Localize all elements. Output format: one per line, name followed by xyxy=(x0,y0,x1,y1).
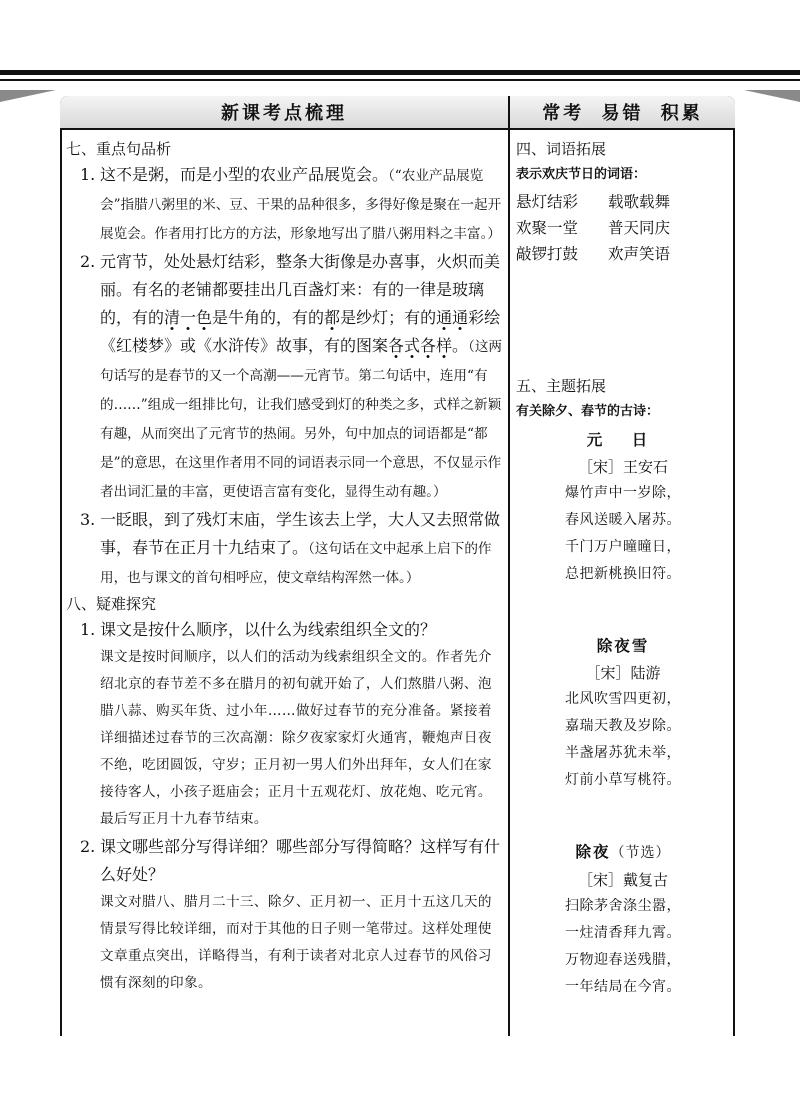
left-column xyxy=(66,137,504,997)
sentence-body: 这不是粥，而是小型的农业产品展览会。 xyxy=(100,165,389,184)
top-rule-thick xyxy=(0,70,800,75)
dotted-word xyxy=(388,336,452,355)
poem-yuanri xyxy=(516,426,730,588)
poem-chuyexue xyxy=(516,632,730,794)
word-item: 敲锣打鼓 xyxy=(516,245,579,263)
word-item: 欢聚一堂 xyxy=(516,219,579,237)
poem-line: 春风送暖入屠苏。 xyxy=(565,512,681,528)
sentence-body: 一眨眼，到了残灯末庙，学生该去上学，大人又去照常做事，春节在正月十九结束了。 xyxy=(100,510,501,557)
section-5-subtitle: 有关除夕、春节的古诗： xyxy=(516,404,660,419)
dotted-word-text: 通通 xyxy=(436,308,468,331)
sentence-note: （这两句话写的是春节的又一个高潮——元宵节。第二句话中，连用“有的……”组成一组排比句，让我们感受到灯的种类之多，式样之新颖有趣，从而突出了元宵节的热闹。另外，句中加点的词语都是“都是”的意思，在这里作者用不同的词语表示同一个意思，不仅显示作者出词汇量的丰富，更使语言富有变化，显得生动有趣。） xyxy=(100,339,503,500)
poem-line: 扫除茅舍涤尘嚣， xyxy=(565,898,681,914)
sentence-text xyxy=(100,161,504,248)
header-wing-left xyxy=(0,90,56,102)
column-divider xyxy=(508,96,510,1036)
poem-author: ［宋］戴复古 xyxy=(577,871,668,889)
poem-line: 万物迎春送残腊， xyxy=(565,952,681,968)
item-number: 2. xyxy=(80,837,96,856)
section-4-title: 四、词语拓展 xyxy=(516,140,607,158)
poem-line: 总把新桃换旧符。 xyxy=(565,566,681,582)
dotted-word xyxy=(436,308,468,327)
sentence-note: （“农业产品展览会”指腊八粥里的米、豆、干果的品种很多，多得好像是聚在一起开展览会。作者用打比方的方法，形象地写出了腊八粥用料之丰富。） xyxy=(100,168,502,242)
sentence-part: 彩绘《红楼梦》或《水浒传》故事，有的图案 xyxy=(100,308,501,355)
dotted-word xyxy=(164,308,212,327)
answer-text: 课文对腊八、腊月二十三、除夕、正月初一、正月十五这几天的情景写得比较详细，而对于其他的日子则一笔带过。这样处理使文章重点突出，详略得当，有利于读者对北京人过春节的风俗习惯有深刻的印象。 xyxy=(100,894,492,991)
poem-line: 爆竹声中一岁除， xyxy=(565,485,681,501)
poem-line: 半盏屠苏犹未举， xyxy=(565,745,681,761)
poem-title: 除夜 xyxy=(575,842,611,861)
dotted-word-text: 都 xyxy=(324,308,340,331)
sentence-part: 是纱灯；有的 xyxy=(340,308,437,327)
item-number: 1. xyxy=(80,620,96,639)
question-item-2 xyxy=(66,833,504,997)
sentence-part: 。 xyxy=(452,336,469,355)
poem-title-row xyxy=(516,838,730,867)
sentence-note: （这句话在文中起承上启下的作用，也与课文的首句相呼应，使文章结构浑然一体。） xyxy=(100,541,492,586)
word-item: 普天同庆 xyxy=(608,219,671,237)
left-header-title: 新课考点梳理 xyxy=(60,96,508,130)
poem-line: 灯前小草写桃符。 xyxy=(565,772,681,788)
word-item: 欢声笑语 xyxy=(608,245,671,263)
poem-line: 嘉瑞天教及岁除。 xyxy=(565,718,681,734)
right-column xyxy=(516,137,730,1001)
poem-line: 一炷清香拜九霄。 xyxy=(565,925,681,941)
question-text: 课文是按什么顺序，以什么为线索组织全文的？ xyxy=(100,620,437,639)
poem-chuye xyxy=(516,838,730,1001)
poem-title: 元 日 xyxy=(586,430,660,449)
sentence-item-3 xyxy=(66,506,504,592)
word-list xyxy=(516,189,730,267)
section-7-title: 七、重点句品析 xyxy=(66,140,172,158)
section-5-title: 五、主题拓展 xyxy=(516,377,607,395)
poem-title-note: （节选） xyxy=(610,845,671,861)
word-item: 悬灯结彩 xyxy=(516,193,579,211)
sentence-part: 元宵节，处处悬灯结彩，整条大街像是办喜事，火炽而美丽。有名的老铺都要挂出几百盏灯来：有的一律是玻璃的，有的 xyxy=(100,252,501,327)
sentence-part: 是牛角的，有的 xyxy=(212,308,325,327)
poem-line: 千门万户曈曈日， xyxy=(565,539,681,555)
header-wing-right xyxy=(744,90,800,102)
answer-text: 课文是按时间顺序，以人们的活动为线索组织全文的。作者先介绍北京的春节差不多在腊月的初旬就开始了，人们熬腊八粥、泡腊八蒜、购买年货、过小年……做好过春节的充分准备。紧接着详细描述过春节的三次高潮：除夕夜家家灯火通宵，鞭炮声日夜不绝，吃团圆饭，守岁；正月初一男人们外出拜年，女人们在家接待客人，小孩子逛庙会；正月十五观花灯、放花炮、吃元宵。最后写正月十九春节结束。 xyxy=(100,649,492,827)
poem-title: 除夜雪 xyxy=(596,636,650,655)
top-rule-thin xyxy=(0,79,800,81)
right-header-title: 常考 易错 积累 xyxy=(510,96,735,130)
section-8-title: 八、疑难探究 xyxy=(66,595,157,613)
dotted-word-text: 清一色 xyxy=(164,308,212,331)
poem-author: ［宋］王安石 xyxy=(577,458,668,476)
sentence-item-1 xyxy=(66,161,504,248)
question-text: 课文哪些部分写得详细？哪些部分写得简略？这样写有什么好处？ xyxy=(100,837,501,884)
item-number: 3. xyxy=(80,510,96,529)
dotted-word xyxy=(324,308,340,327)
word-item: 载歌载舞 xyxy=(608,193,671,211)
sentence-text xyxy=(100,248,504,506)
question-item-1 xyxy=(66,616,504,833)
poem-line: 一年结局在今宵。 xyxy=(565,979,681,995)
poem-author: ［宋］陆游 xyxy=(585,664,661,682)
item-number: 2. xyxy=(80,252,96,271)
section-4-subtitle: 表示欢庆节日的词语： xyxy=(516,167,647,182)
poem-line: 北风吹雪四更初， xyxy=(565,691,681,707)
item-number: 1. xyxy=(80,165,96,184)
sentence-text xyxy=(100,506,504,592)
sentence-item-2 xyxy=(66,248,504,506)
dotted-word-text: 各式各样 xyxy=(388,336,452,359)
